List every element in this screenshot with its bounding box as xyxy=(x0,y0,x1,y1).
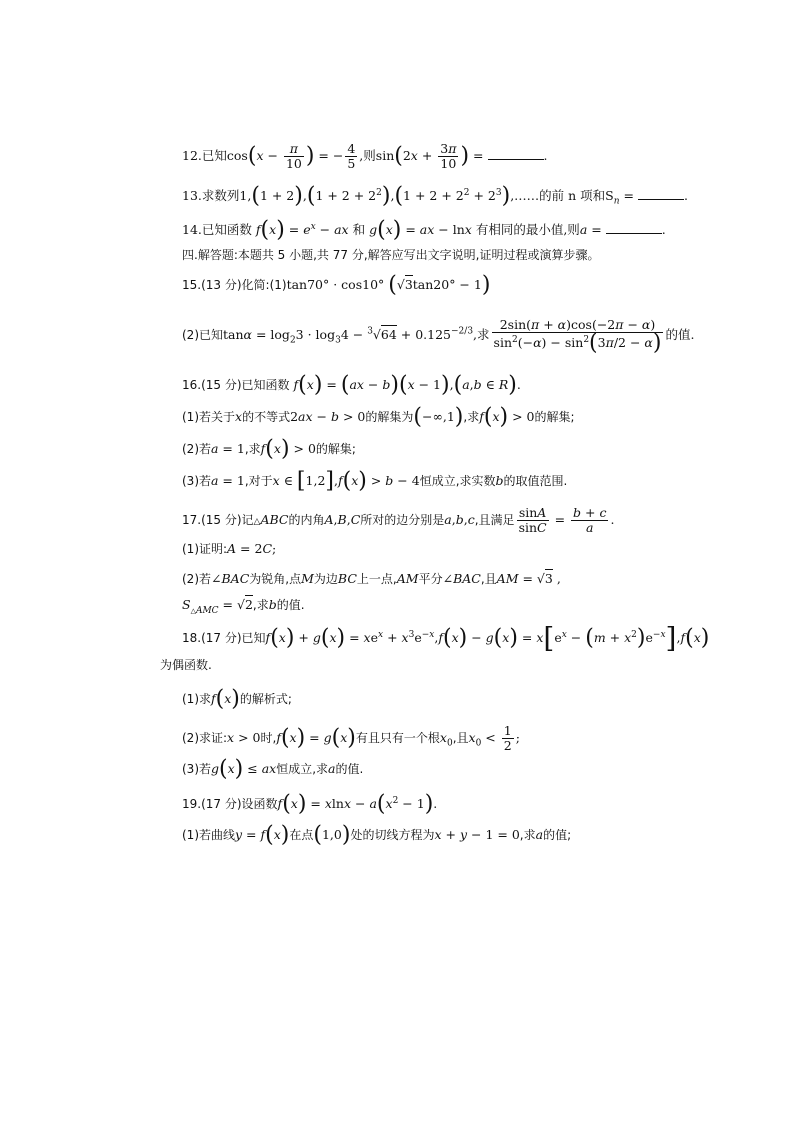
question-18-part-1: (1)求f(x)的解析式; xyxy=(182,686,292,712)
question-13: 13.求数列$1,(1 + 2),(1 + 2 + 2^2),(1 + 2 + 2^2$ + $2^3),\dots\dots$的前 n 项和$S_n$ = . xyxy=(182,183,688,209)
question-18-cont: 为偶函数. xyxy=(160,658,212,672)
answer-blank[interactable] xyxy=(638,187,684,200)
answer-blank[interactable] xyxy=(488,147,544,160)
question-17: 17.(15 分)记△ABC的内角A,B,C所对的边分别是a,b,c,且满足 $\frac{\sin A}{\sin C}$ = $\frac{b + c}{a}$ . xyxy=(182,505,615,535)
question-15-part-1: 15.(13 分)化简:(1)tan70° · cos10° (√3tan20° − 1) xyxy=(182,272,491,298)
question-16-part-3: (3)若a = 1,对于x ∈ [1,2],f(x) > b − 4恒成立,求实数b的取值范围. xyxy=(182,468,568,494)
question-16-part-1: (1)若关于x的不等式2ax − b > 0的解集为(−∞,1),求f(x) > 0的解集; xyxy=(182,404,575,430)
question-16: 16.(15 分)已知函数 f(x) = (ax − b)(x − 1),(a,b ∈ R). xyxy=(182,372,521,398)
question-17-part-2: (2)若∠BAC为锐角,点M为边BC上一点,AM平分∠BAC,且AM = √3 , xyxy=(182,571,561,586)
question-16-part-2: (2)若a = 1,求f(x) > 0的解集; xyxy=(182,436,356,462)
question-19: 19.(17 分)设函数$f(x) = xlnx - a(x^2 - 1)$. xyxy=(182,791,438,817)
question-18-part-2: (2)求证:x > 0时,f(x) = g(x)有且只有一个根$x_0$,且$x_0$ < $\frac{1}{2}$ ; xyxy=(182,723,520,753)
question-14: 14.已知函数 $f(x) = e^x$ − ax 和 g(x) = ax − lnx 有相同的最小值,则a = . xyxy=(182,217,666,243)
question-19-part-1: (1)若曲线y = f(x)在点(1,0)处的切线方程为x + y − 1 = 0,求a的值; xyxy=(182,822,572,848)
question-17-part-1: (1)证明:A = 2C; xyxy=(182,541,277,556)
question-12: 12.已知cos(x − $\frac{\pi}{10}$ ) = − $\frac{4}{5}$ ,则sin(2x + $\frac{3\pi}{10}$ ) = . xyxy=(182,141,548,171)
section-heading: 四.解答题:本题共 5 小题,共 77 分,解答应写出文字说明,证明过程或演算步骤。 xyxy=(182,248,600,262)
question-18: 18.(17 分)已知$f(x) + g(x) = xe^x + x^3e^{-x},f(x) - g(x) = x[e^x - (m + x^2)e^{-x}],f(x)$ xyxy=(182,621,710,655)
question-18-part-3: (3)若g(x) ≤ ax恒成立,求a的值. xyxy=(182,756,364,782)
question-17-part-2-cont: $S_{\triangle AMC} = √2$,求b的值. xyxy=(182,597,305,616)
answer-blank[interactable] xyxy=(606,221,662,234)
question-15-part-2: (2)已知$\tan\alpha = \log_23 \cdot \log_34 - ^3√64 + 0.125^{-2/3}$,求 $\frac{2\sin(\pi + \alpha)\cos(-2\pi - \alpha)}{\sin^2(-\alpha) - \sin^2(3\pi/2 - \alpha)}$ 的值. xyxy=(182,317,695,356)
